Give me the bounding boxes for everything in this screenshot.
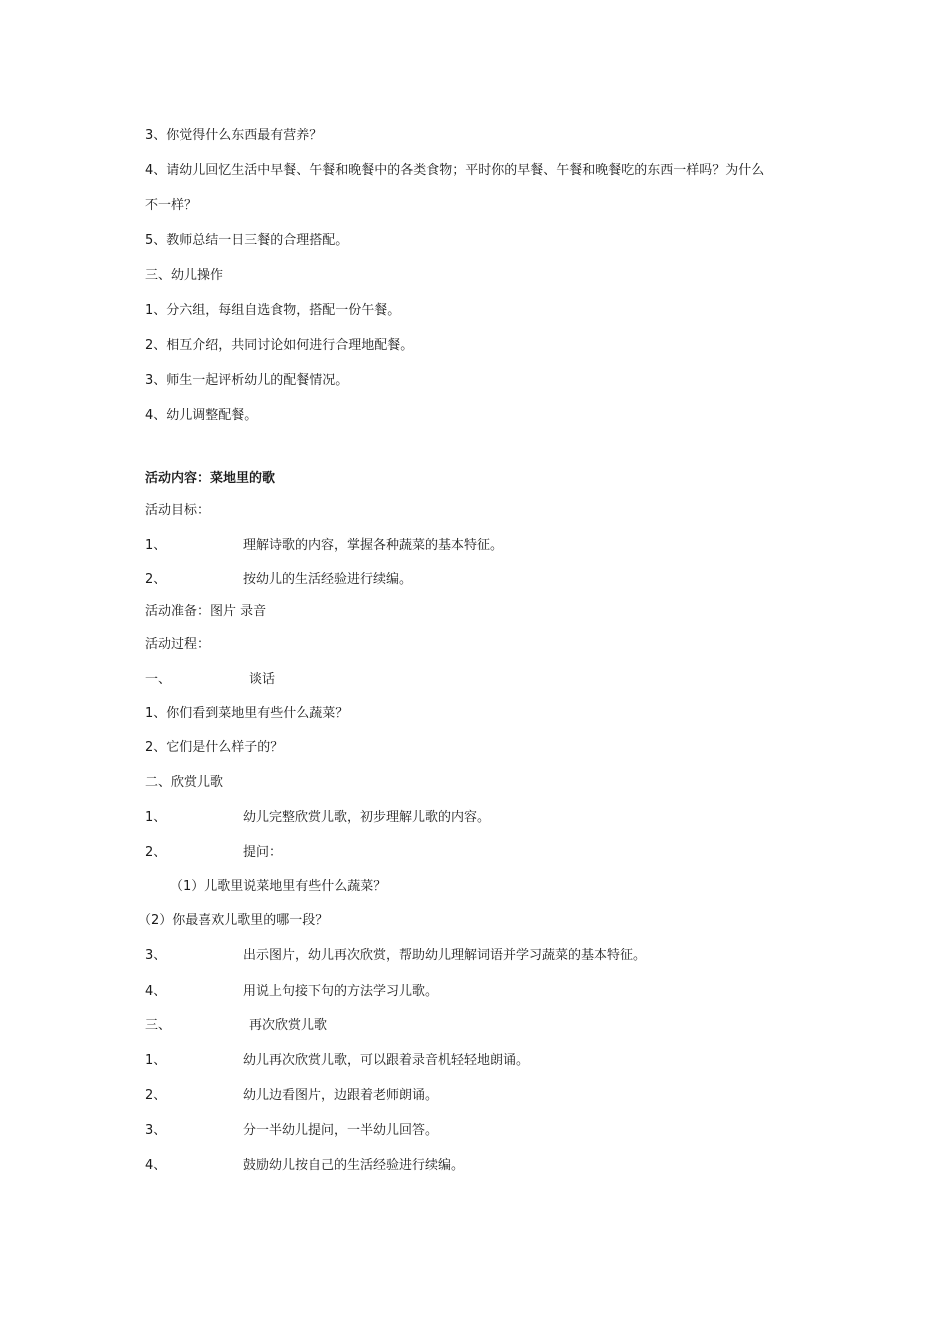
step-3-item-2 [145,1087,439,1105]
step-2-item-3-num: 3、 [145,948,167,963]
goal-item-1-num: 1、 [145,538,167,553]
goal-item-1 [145,537,504,555]
text-line-q4-cont: 不一样？ [145,198,198,213]
step-2-item-4 [145,983,439,1001]
step-2-item-1-text: 幼儿完整欣赏儿歌，初步理解儿歌的内容。 [243,810,491,825]
text-line-q3: 3、你觉得什么东西最有营养？ [145,128,323,143]
step-3-item-3-num: 3、 [145,1123,167,1138]
activity-title: 活动内容：菜地里的歌 [145,471,276,486]
goal-item-2-num: 2、 [145,572,167,587]
step-3-item-1 [145,1052,530,1070]
step-3-heading [145,1017,328,1035]
step-3-text: 再次欣赏儿歌 [249,1018,328,1033]
step-3-item-2-num: 2、 [145,1088,167,1103]
step-2-item-2-text: 提问： [243,845,283,860]
text-line-q4: 4、请幼儿回忆生活中早餐、午餐和晚餐中的各类食物；平时你的早餐、午餐和晚餐吃的东西一样吗？为什么 [145,163,765,178]
step-3-num: 三、 [145,1018,172,1033]
text-line-op2: 2、相互介绍，共同讨论如何进行合理地配餐。 [145,338,414,353]
step-1-question-2: 2、它们是什么样子的？ [145,740,284,755]
prep-line: 活动准备：图片 录音 [145,604,267,619]
goal-label: 活动目标： [145,503,211,518]
goal-item-2 [145,571,413,589]
step-3-item-4 [145,1157,465,1175]
step-1-num: 一、 [145,672,172,687]
step-1-text: 谈话 [249,672,276,687]
step-2-item-2 [145,844,283,862]
step-2-item-3-text: 出示图片，幼儿再次欣赏，帮助幼儿理解词语并学习蔬菜的基本特征。 [243,948,647,963]
step-2-item-4-num: 4、 [145,984,167,999]
step-3-item-4-num: 4、 [145,1158,167,1173]
step-2-item-3 [145,947,647,965]
step-3-item-3-text: 分一半幼儿提问，一半幼儿回答。 [243,1123,439,1138]
goal-item-1-text: 理解诗歌的内容，掌握各种蔬菜的基本特征。 [243,538,504,553]
text-line-op4: 4、幼儿调整配餐。 [145,408,258,423]
step-2-item-1-num: 1、 [145,810,167,825]
step-2-item-4-text: 用说上句接下句的方法学习儿歌。 [243,984,439,999]
step-1-heading [145,671,276,689]
step-3-item-4-text: 鼓励幼儿按自己的生活经验进行续编。 [243,1158,465,1173]
step-3-item-3 [145,1122,439,1140]
step-2-sub-question-1: （1）儿歌里说菜地里有些什么蔬菜？ [170,879,387,894]
step-2-sub-question-2: （2）你最喜欢儿歌里的哪一段？ [138,913,329,928]
process-label: 活动过程： [145,637,211,652]
step-3-item-2-text: 幼儿边看图片，边跟着老师朗诵。 [243,1088,439,1103]
step-2-item-2-num: 2、 [145,845,167,860]
step-1-question-1: 1、你们看到菜地里有些什么蔬菜？ [145,706,349,721]
goal-item-2-text: 按幼儿的生活经验进行续编。 [243,572,413,587]
step-2-item-1 [145,809,491,827]
step-3-item-1-text: 幼儿再次欣赏儿歌，可以跟着录音机轻轻地朗诵。 [243,1053,530,1068]
text-line-q5: 5、教师总结一日三餐的合理搭配。 [145,233,349,248]
step-2-heading: 二、欣赏儿歌 [145,775,224,790]
text-line-op3: 3、师生一起评析幼儿的配餐情况。 [145,373,349,388]
step-3-item-1-num: 1、 [145,1053,167,1068]
section-heading-operation: 三、幼儿操作 [145,268,224,283]
text-line-op1: 1、分六组，每组自选食物，搭配一份午餐。 [145,303,401,318]
